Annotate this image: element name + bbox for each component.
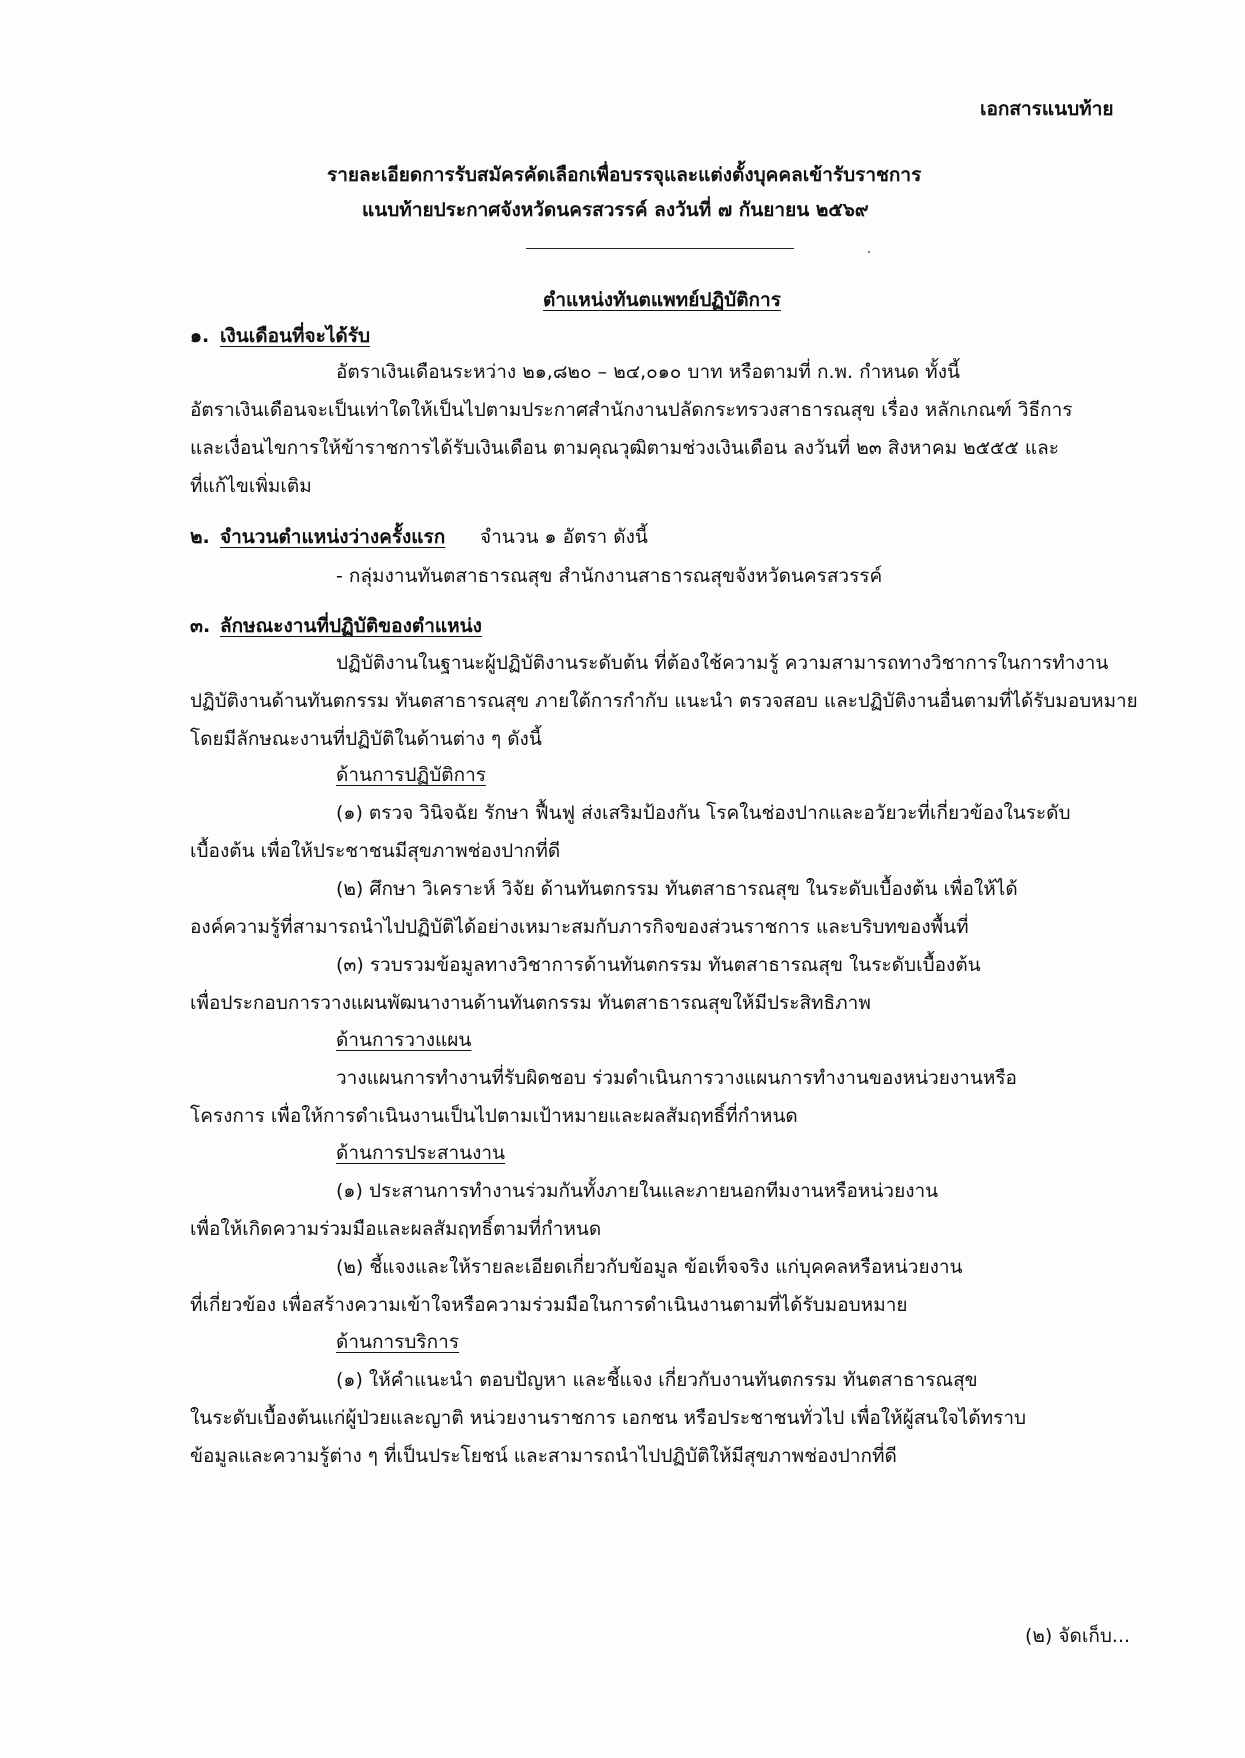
planning-line: วางแผนการทำงานที่รับผิดชอบ ร่วมดำเนินการวางแผนการทำงานของหน่วยงานหรือ [336, 1067, 1017, 1089]
section-3-intro-line: โดยมีลักษณะงานที่ปฏิบัติในด้านต่าง ๆ ดังนี้ [190, 728, 542, 750]
practice-item-3-line: เพื่อประกอบการวางแผนพัฒนางานด้านทันตกรรม ทันตสาธารณสุขให้มีประสิทธิภาพ [190, 992, 871, 1014]
planning-line: โครงการ เพื่อให้การดำเนินงานเป็นไปตามเป้าหมายและผลสัมฤทธิ์ที่กำหนด [190, 1105, 798, 1127]
section-1-line: ที่แก้ไขเพิ่มเติม [190, 475, 312, 497]
attachment-label: เอกสารแนบท้าย [980, 98, 1114, 120]
service-item-1-line: ในระดับเบื้องต้นแก่ผู้ป่วยและญาติ หน่วยงานราชการ เอกชน หรือประชาชนทั่วไป เพื่อให้ผู้สนใจได้ทราบ [190, 1407, 1027, 1429]
section-3-heading: ลักษณะงานที่ปฏิบัติของตำแหน่ง [220, 615, 482, 637]
section-2-number: ๒. [190, 526, 210, 548]
coordination-item-1-line: (๑) ประสานการทำงานร่วมกันทั้งภายในและภายนอกทีมงานหรือหน่วยงาน [336, 1180, 939, 1202]
practice-item-1-line: เบื้องต้น เพื่อให้ประชาชนมีสุขภาพช่องปากที่ดี [190, 840, 561, 862]
title-line-2: แนบท้ายประกาศจังหวัดนครสวรรค์ ลงวันที่ ๗ กันยายน ๒๕๖๙ [362, 199, 869, 221]
practice-item-2-line: องค์ความรู้ที่สามารถนำไปปฏิบัติได้อย่างเหมาะสมกับภารกิจของส่วนราชการ และบริบทของพื้นที่ [190, 916, 969, 938]
title-line-1: รายละเอียดการรับสมัครคัดเลือกเพื่อบรรจุและแต่งตั้งบุคคลเข้ารับราชการ [327, 164, 922, 186]
service-item-1-line: (๑) ให้คำแนะนำ ตอบปัญหา และชี้แจง เกี่ยวกับงานทันตกรรม ทันตสาธารณสุข [336, 1369, 978, 1391]
planning-heading: ด้านการวางแผน [336, 1029, 472, 1051]
section-1-line: และเงื่อนไขการให้ข้าราชการได้รับเงินเดือน ตามคุณวุฒิตามช่วงเงินเดือน ลงวันที่ ๒๓ สิงหาคม ๒๕๕๕ และ [190, 437, 1059, 459]
scan-speck [868, 251, 870, 253]
section-2-item: - กลุ่มงานทันตสาธารณสุข สำนักงานสาธารณสุขจังหวัดนครสวรรค์ [336, 565, 883, 587]
practice-heading: ด้านการปฏิบัติการ [336, 764, 486, 786]
coordination-item-2-line: (๒) ชี้แจงและให้รายละเอียดเกี่ยวกับข้อมูล ข้อเท็จจริง แก่บุคคลหรือหน่วยงาน [336, 1256, 963, 1278]
service-item-1-line: ข้อมูลและความรู้ต่าง ๆ ที่เป็นประโยชน์ และสามารถนำไปปฏิบัติให้มีสุขภาพช่องปากที่ดี [190, 1445, 897, 1467]
coordination-item-2-line: ที่เกี่ยวข้อง เพื่อสร้างความเข้าใจหรือความร่วมมือในการดำเนินงานตามที่ได้รับมอบหมาย [190, 1294, 908, 1316]
service-heading: ด้านการบริการ [336, 1331, 460, 1353]
section-1-heading: เงินเดือนที่จะได้รับ [220, 325, 371, 347]
section-1-line: อัตราเงินเดือนระหว่าง ๒๑,๘๒๐ – ๒๔,๐๑๐ บาท หรือตามที่ ก.พ. กำหนด ทั้งนี้ [336, 361, 960, 383]
section-2-heading: จำนวนตำแหน่งว่างครั้งแรก [220, 526, 446, 548]
section-2-count: จำนวน ๑ อัตรา ดังนี้ [480, 526, 648, 548]
section-1-line: อัตราเงินเดือนจะเป็นเท่าใดให้เป็นไปตามประกาศสำนักงานปลัดกระทรวงสาธารณสุข เรื่อง หลักเกณฑ์ วิธีการ [190, 399, 1073, 421]
section-3-intro-line: ปฏิบัติงานด้านทันตกรรม ทันตสาธารณสุข ภายใต้การกำกับ แนะนำ ตรวจสอบ และปฏิบัติงานอื่นตามที่ได้รับมอบหมาย [190, 690, 1138, 712]
position-title: ตำแหน่งทันตแพทย์ปฏิบัติการ [543, 289, 781, 311]
coordination-heading: ด้านการประสานงาน [336, 1142, 506, 1164]
coordination-item-1-line: เพื่อให้เกิดความร่วมมือและผลสัมฤทธิ์ตามที่กำหนด [190, 1218, 602, 1240]
section-3-number: ๓. [190, 615, 211, 637]
section-3-intro-line: ปฏิบัติงานในฐานะผู้ปฏิบัติงานระดับต้น ที่ต้องใช้ความรู้ ความสามารถทางวิชาการในการทำงาน [336, 652, 1109, 674]
practice-item-1-line: (๑) ตรวจ วินิจฉัย รักษา ฟื้นฟู ส่งเสริมป้องกัน โรคในช่องปากและอวัยวะที่เกี่ยวข้องในระดับ [336, 802, 1071, 824]
practice-item-3-line: (๓) รวบรวมข้อมูลทางวิชาการด้านทันตกรรม ทันตสาธารณสุข ในระดับเบื้องต้น [336, 954, 981, 976]
section-1-number: ๑. [190, 325, 210, 347]
continuation-note: (๒) จัดเก็บ... [1025, 1625, 1131, 1647]
practice-item-2-line: (๒) ศึกษา วิเคราะห์ วิจัย ด้านทันตกรรม ทันตสาธารณสุข ในระดับเบื้องต้น เพื่อให้ได้ [336, 878, 1018, 900]
title-divider [526, 248, 794, 249]
